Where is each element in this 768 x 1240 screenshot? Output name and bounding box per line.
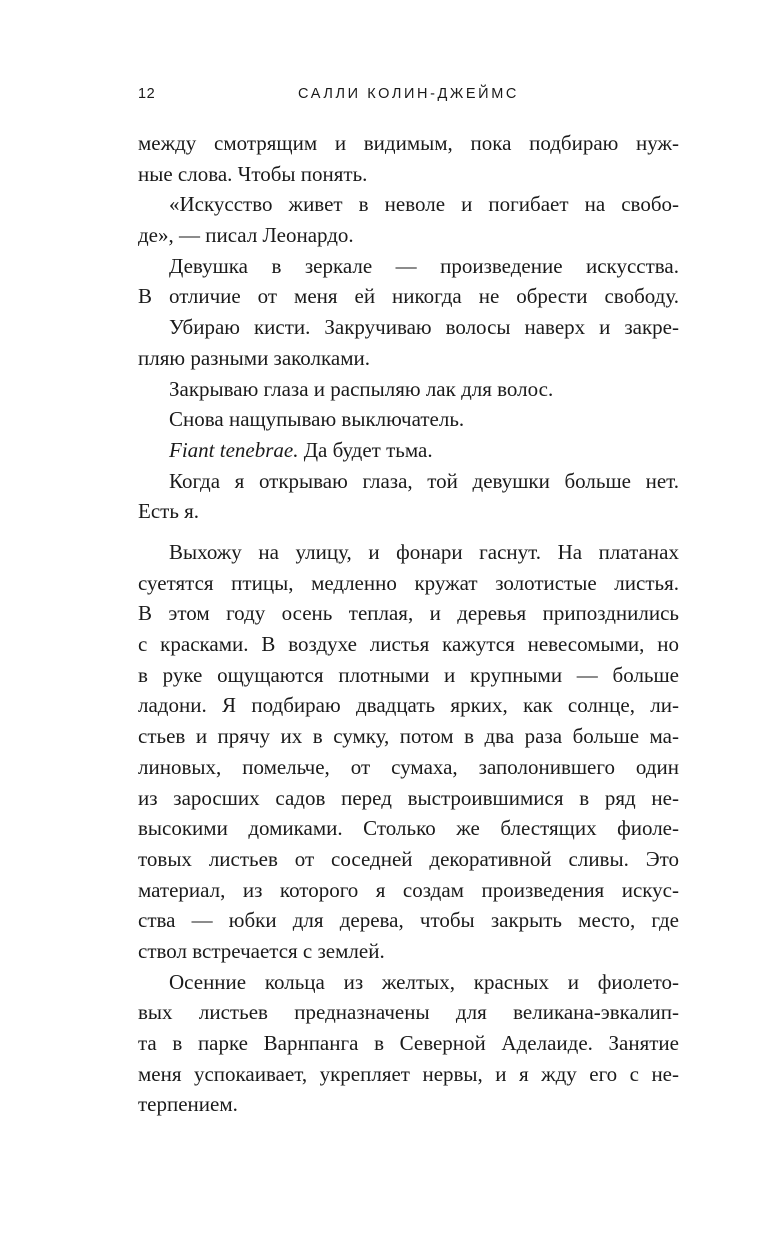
text-line: Когда я открываю глаза, той девушки больше нет. [169, 468, 679, 493]
running-title: САЛЛИ КОЛИН-ДЖЕЙМС [298, 86, 519, 102]
text-line: суетятся птицы, медленно кружат золотистые листья. [138, 570, 679, 595]
translation-phrase: Да будет тьма. [303, 437, 433, 462]
text-line: ладони. Я подбираю двадцать ярких, как солнце, ли- [138, 693, 679, 718]
text-line: между смотрящим и видимым, пока подбираю нуж- [138, 131, 679, 155]
text-line: Девушка в зеркале — произведение искусства. [169, 253, 679, 278]
text-line: материал, из которого я создам произведения искус- [138, 877, 679, 902]
text-line: В отличие от меня ей никогда не обрести свободу. [138, 284, 679, 309]
text-line: стьев и прячу их в сумку, потом в два раза больше ма- [138, 724, 679, 749]
text-line: та в парке Варнпанга в Северной Аделаиде. Занятие [138, 1031, 679, 1055]
text-line: Выхожу на улицу, и фонари гаснут. На платанах [169, 540, 679, 564]
text-line: Убираю кисти. Закручиваю волосы наверх и закре- [169, 315, 679, 340]
text-block-1 [138, 128, 679, 527]
latin-phrase: Fiant tenebrae. [169, 437, 299, 462]
text-line: товых листьев от соседней декоративной сливы. Это [138, 846, 679, 871]
text-line: с красками. В воздухе листья кажутся невесомыми, но [138, 632, 679, 657]
page-number: 12 [138, 86, 156, 102]
text-line: Снова нащупываю выключатель. [169, 407, 465, 432]
text-line: ные слова. Чтобы понять. [138, 161, 368, 186]
text-line: Есть я. [138, 499, 200, 524]
text-block-2 [138, 537, 679, 1120]
text-line: де», — писал Леонардо. [138, 223, 354, 248]
running-header [138, 84, 679, 106]
text-line: Закрываю глаза и распыляю лак для волос. [169, 376, 554, 401]
text-line: из заросших садов перед выстроившимися в ряд не- [138, 785, 679, 810]
text-line: пляю разными заколками. [138, 345, 370, 370]
text-line: Осенние кольца из желтых, красных и фиолето- [169, 969, 679, 994]
text-line: ства — юбки для дерева, чтобы закрыть место, где [138, 908, 679, 933]
text-line: терпением. [138, 1092, 238, 1117]
text-line [138, 435, 679, 466]
text-line: меня успокаивает, укрепляет нервы, и я жду его с не- [138, 1061, 679, 1086]
text-line: высокими домиками. Столько же блестящих фиоле- [138, 816, 679, 841]
text-line: «Искусство живет в неволе и погибает на свобо- [169, 192, 679, 217]
text-line: вых листьев предназначены для великана-эвкалип- [138, 1000, 679, 1025]
text-line: В этом году осень теплая, и деревья припозднились [138, 601, 679, 626]
text-line: ствол встречается с землей. [138, 938, 385, 963]
text-line: в руке ощущаются плотными и крупными — больше [138, 662, 679, 687]
text-line: линовых, помельче, от сумаха, заполонившего один [138, 754, 679, 779]
